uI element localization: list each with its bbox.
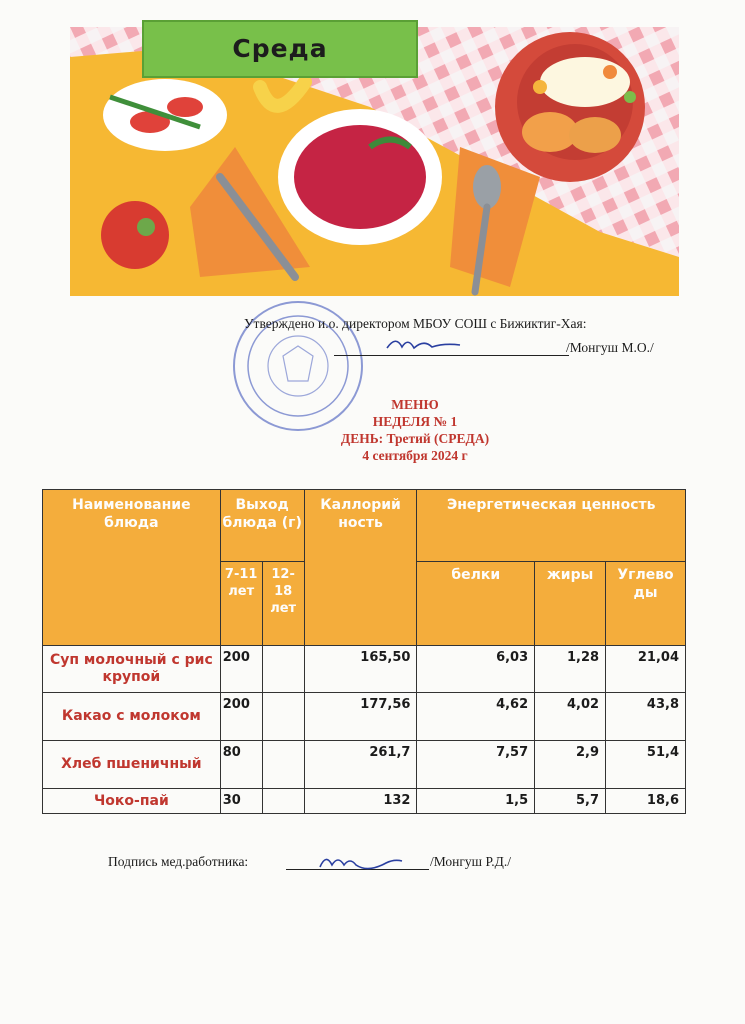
week-label: НЕДЕЛЯ № 1 [372,414,458,429]
medic-signature [316,849,406,875]
calories: 132 [304,789,417,814]
director-signature-line [334,341,569,356]
table-row [43,789,686,814]
header-calories: Каллорий ность [304,490,417,646]
protein: 4,62 [417,693,535,741]
medic-label: Подпись мед.работника: [108,854,249,869]
output-12-18 [262,789,304,814]
header-age-12-18: 12-18 лет [262,562,304,646]
carbs: 21,04 [606,646,686,693]
table-row [43,646,686,693]
output-7-11: 30 [220,789,262,814]
dish-name: Хлеб пшеничный [43,741,221,789]
medic-signature-line [286,869,429,870]
menu-heading [280,396,550,464]
dish-name: Чоко-пай [43,789,221,814]
day-title: Среда [142,20,418,78]
fat: 1,28 [535,646,606,693]
menu-title: МЕНЮ [391,397,439,412]
output-7-11: 80 [220,741,262,789]
protein: 6,03 [417,646,535,693]
date-label: 4 сентября 2024 г [362,448,468,463]
header-energy: Энергетическая ценность [417,490,686,562]
header-fat: жиры [535,562,606,646]
header-dish: Наименование блюда [43,490,221,646]
carbs: 43,8 [606,693,686,741]
output-7-11: 200 [220,646,262,693]
fat: 5,7 [535,789,606,814]
header-carbs: Углево ды [606,562,686,646]
output-12-18 [262,741,304,789]
carbs: 18,6 [606,789,686,814]
table-row [43,741,686,789]
header-protein: белки [417,562,535,646]
output-7-11: 200 [220,693,262,741]
fat: 4,02 [535,693,606,741]
fat: 2,9 [535,741,606,789]
dish-name: Суп молочный с рис крупой [43,646,221,693]
director-signature [384,333,464,355]
header-age-7-11: 7-11 лет [220,562,262,646]
director-name: /Монгуш М.О./ [566,340,654,355]
header-output: Выход блюда (г) [220,490,304,562]
table-row [43,693,686,741]
carbs: 51,4 [606,741,686,789]
output-12-18 [262,693,304,741]
protein: 1,5 [417,789,535,814]
menu-table [42,489,686,814]
calories: 261,7 [304,741,417,789]
calories: 165,50 [304,646,417,693]
dish-name: Какао с молоком [43,693,221,741]
calories: 177,56 [304,693,417,741]
approval-text: Утверждено и.о. директором МБОУ СОШ с Бижиктиг-Хая: [244,316,587,331]
medic-name: /Монгуш Р.Д./ [430,854,511,869]
day-label: ДЕНЬ: Третий (СРЕДА) [340,431,490,446]
output-12-18 [262,646,304,693]
protein: 7,57 [417,741,535,789]
